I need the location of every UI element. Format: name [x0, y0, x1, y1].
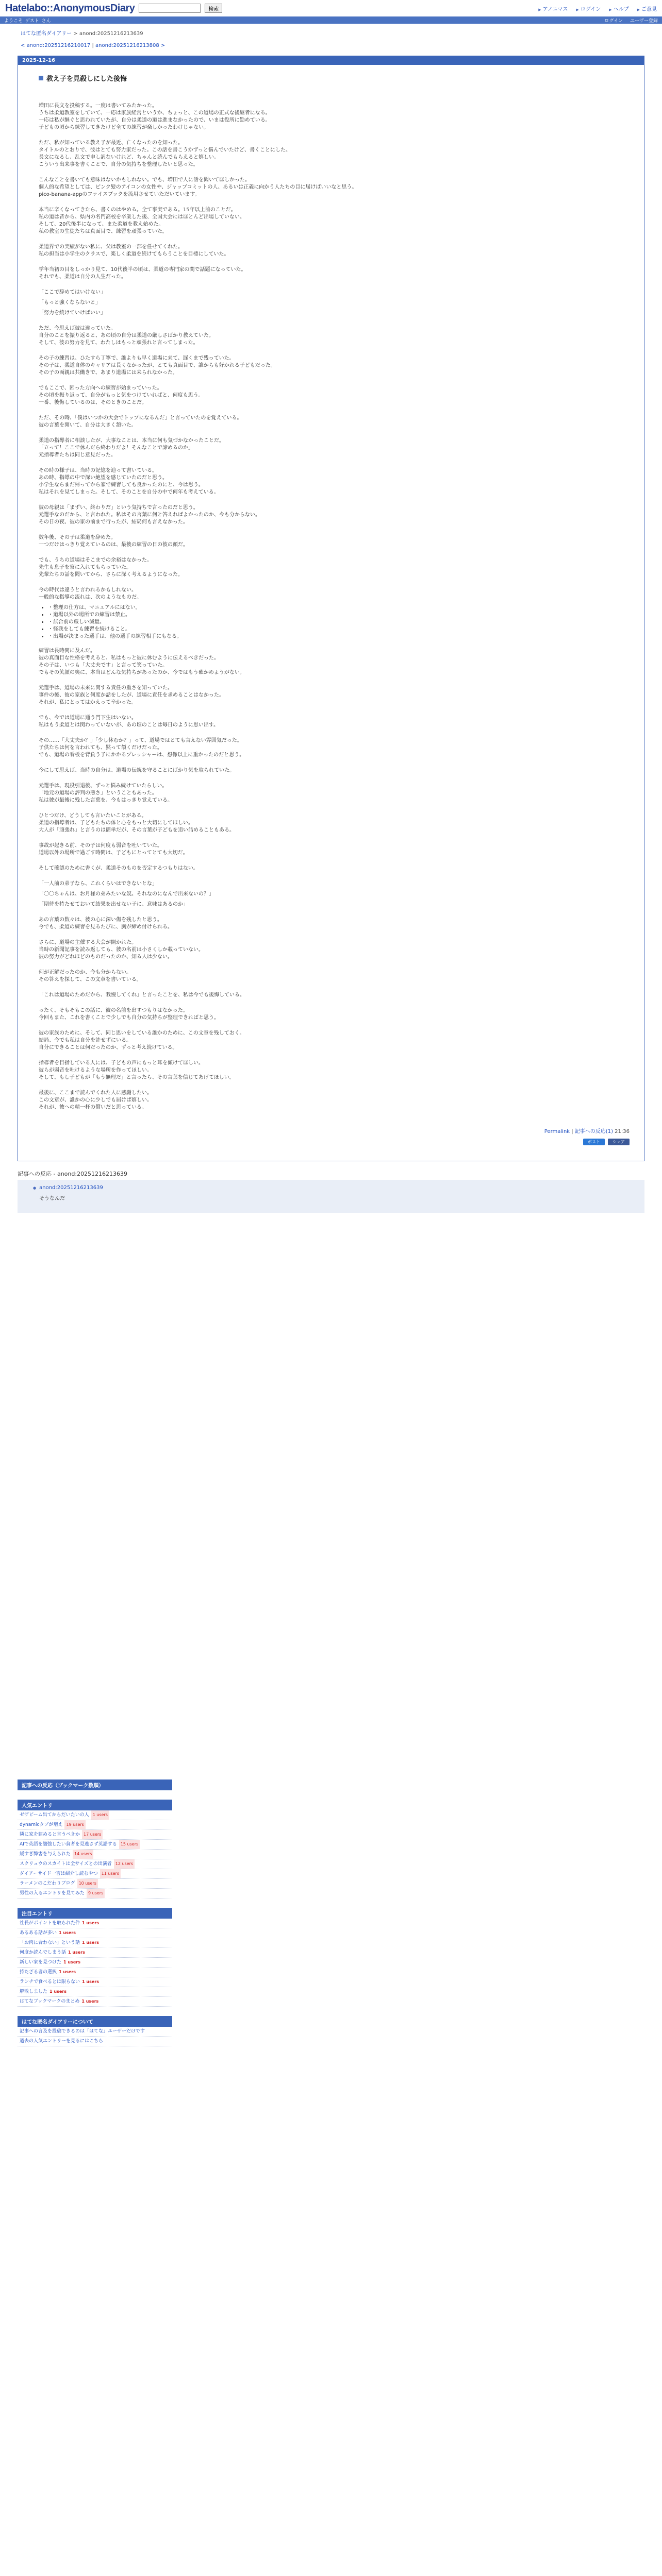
popular-entry-link[interactable]: ラーメンのこだわりブログ: [20, 1881, 75, 1886]
entry-paragraph: 事故が起きる前、その子は何度も弱音を吐いていた。 道場以外の場所で過ごす時間は、子どもにとってとても大切だ。: [39, 843, 188, 856]
entry-list-item: • ・道場以外の場所での練習は禁止。: [48, 612, 637, 619]
header-link-login[interactable]: ▶ ログイン: [576, 5, 601, 12]
popular-entry-link[interactable]: 隣に家を建めると言うべきか: [20, 1832, 80, 1837]
entry-paragraph: 最後に、ここまで読んでくれた人に感謝したい。 この文章が、誰かの心に少しでも届けば嬉しい。 それが、彼への精一杯の償いだと思っている。: [39, 1090, 152, 1110]
list-item[interactable]: [18, 1889, 172, 1899]
entry-date: 2025-12-16: [18, 56, 644, 65]
list-item[interactable]: [18, 1830, 172, 1840]
share-x-button[interactable]: ポスト: [583, 1139, 605, 1145]
about-link[interactable]: 過去の人気エントリーを見るにはこちら: [20, 2039, 104, 2044]
list-item[interactable]: [18, 1869, 172, 1879]
list-item[interactable]: [18, 1810, 172, 1820]
entry-time: 21:36: [615, 1129, 630, 1134]
entry-paragraph: 彼の家族のために、そして、同じ思いをしている誰かのために、この文章を残しておく。 結局、今でも私は自分を許せずにいる。 自分にできることは何だったのか、ずっと考え続けている。: [39, 1030, 245, 1050]
hot-entry-link[interactable]: 社長がポイントを取られた件: [20, 1921, 80, 1926]
entry-paragraph: ただ、今思えば彼は違っていた。 自分のことを振り返ると、あの頃の自分は柔道の厳しさばかり教えていた。 そして、彼の努力を見て、わたしはもっと頑張れと言ってしまった。: [39, 326, 214, 346]
list-item[interactable]: [18, 1938, 172, 1948]
users-badge: 10 users: [77, 1879, 98, 1888]
popular-list: [18, 1810, 172, 1899]
entry-paragraph: あの言葉の数々は、彼の心に深い傷を残したと思う。 今でも、柔道の練習を見るたびに、胸が締め付けられる。: [39, 917, 173, 930]
users-badge: 17 users: [82, 1830, 103, 1839]
entry-paragraph: 彼の母親は「まずい、終わりだ」という気持ちで言ったのだと思う。 元選手なのだから、と言われた。私はその言葉に何と答えればよかったのか、今も分からない。 その日の夜、彼の家の前まで行ったが、結局何も言えなかった。: [39, 505, 260, 525]
hot-entry-link[interactable]: 新しい家を見つけた: [20, 1960, 62, 1965]
share-buttons: [39, 1137, 637, 1150]
users-count: 1 users: [68, 1950, 85, 1955]
entry-paragraph: 柔道の指導者に相談したが、大事なことは、本当に何も気づかなかったことだ。 「立って！ここで休んだら終わりだよ！そんなことで諦めるのか」 元指導者たちは同じ意見だった。: [39, 438, 224, 458]
entry-title[interactable]: [39, 73, 637, 83]
entry-paragraph: 練習は長時間に及んだ。 彼の真面目な性格を考えると、私はもっと彼に休むように伝えるべきだった。 その子は、いつも「大丈夫です」と言って笑っていた。 でもその笑顔の奥に、本当はどんな気持ちがあったのか、今ではもう確かめようがない。: [39, 648, 245, 675]
sidebar-heading-about: はてな匿名ダイアリーについて: [18, 2016, 172, 2027]
hot-entry-link[interactable]: あるある話が多い: [20, 1930, 57, 1936]
users-count: 1 users: [82, 1921, 99, 1925]
hot-entry-link[interactable]: 持たざる者の選択: [20, 1970, 57, 1975]
users-count: 1 users: [59, 1930, 76, 1935]
header-links: [538, 5, 657, 12]
guest-name: ゲスト: [25, 18, 39, 24]
hot-entry-link[interactable]: 「お肉に合わない」という話: [20, 1940, 80, 1945]
footer-sep: |: [570, 1129, 575, 1134]
day-block: [18, 56, 644, 1161]
users-count: 1 users: [82, 1940, 99, 1945]
breadcrumb-sep: >: [72, 31, 79, 37]
header-link-anonymous[interactable]: ▶ アノニマス: [538, 5, 568, 12]
entry-paragraph: その時の様子は、当時の記憶を辿って書いている。 あの時、指導の中で深い絶望を感じていたのだと思う。 小学生ならまだ帰ってから家で練習しても良かったのにと、今は思う。 私はそれを見てしまった。そして、そのことを自分の中で何年も考えている。: [39, 468, 219, 495]
list-item[interactable]: [18, 1928, 172, 1938]
entry-paragraph: 元選手は、現役引退後、ずっと悩み続けていたらしい。 「地元の道場の評判の悪さ」ということもあった。 私は彼が最後に残した言葉を、今もはっきり覚えている。: [39, 783, 173, 803]
users-count: 1 users: [49, 1989, 67, 1994]
list-item[interactable]: [18, 1850, 172, 1859]
hot-entry-link[interactable]: ランチで食べるとは限らない: [20, 1979, 80, 1985]
entry-quote: 「ここで辞めてはいけない」: [39, 290, 106, 295]
entry-paragraph: 増田に長文を投稿する。一度は書いてみたかった。 うちは柔道教室をしていて、一応は家族経営というか、ちょっと、この道場の正式な後継者になる。 一応は私が継ぐと思われていたが、自分は柔道の道は進まなかったので、いまは役所に勤めている。 子どもの頃から練習してきたけど全ての練習が楽しかったわけじゃない。: [39, 103, 271, 130]
entry-footer: [39, 1120, 637, 1137]
entry-paragraph: 元選手は、道場の未来に関する責任の重さを知っていた。 事件の後、彼の家族と何度か話をしたが、道場に責任を求めることはなかった。 それが、私にとってはかえって辛かった。: [39, 685, 224, 705]
users-badge: 19 users: [64, 1820, 85, 1829]
users-badge: 1 users: [91, 1810, 109, 1820]
register-link[interactable]: ユーザー登録: [630, 18, 658, 24]
search-input[interactable]: [139, 4, 201, 13]
sidebar: [18, 1780, 172, 2046]
list-item[interactable]: [18, 2037, 172, 2046]
entry-paragraph: でも、うちの道場はそこまでの余裕はなかった。 先生も息子を寮に入れてもらっていた。 先輩たちの話を聞いてから、さらに深く考えるようになった。: [39, 557, 183, 578]
list-item[interactable]: [18, 1977, 172, 1987]
entry-body: [39, 103, 637, 1111]
list-item[interactable]: [18, 1879, 172, 1889]
users-badge: 15 users: [119, 1840, 140, 1849]
entry-paragraph: 何が正解だったのか、今も分からない。 その答えを探して、この文章を書いている。: [39, 970, 142, 982]
honorific: さん: [41, 18, 51, 24]
hot-entry-link[interactable]: 解散しました: [20, 1989, 48, 1994]
users-badge: 9 users: [87, 1889, 105, 1898]
users-count: 1 users: [63, 1960, 80, 1964]
popular-entry-link[interactable]: スクリュウのスカイトは全サイズとの出演者: [20, 1861, 112, 1867]
entry-paragraph: 今にして思えば、当時の自分は、道場の伝統を守ることにばかり気を取られていた。: [39, 768, 235, 773]
entry-paragraph: 指導者を目指している人には、子どもの声にもっと耳を傾けてほしい。 彼らが弱音を吐けるような場所を作ってほしい。 そして、もし子どもが「もう無理だ」と言ったら、その言葉を信じてあげてほしい。: [39, 1060, 235, 1080]
entry-list-item: • ・出場が決まった選手は、他の選手の練習相手にもなる。: [48, 633, 637, 640]
entry-paragraph: その子の練習は、ひたすら丁寧で、誰よりも早く道場に来て、遅くまで残っていた。 その子は、柔道自体のキャリアは長くなかったが、とても真面目で、誰からも好かれる子どもだった。 その子の両親は共働きで、あまり道場には来られなかった。: [39, 355, 276, 376]
hot-entry-link[interactable]: 何度か読んでしまう話: [20, 1950, 67, 1955]
entry-paragraph: ただ、私が知っている教え子が最近、亡くなったのを知った。 タイトルのとおりで、彼はとても努力家だった。この話を書こうかずっと悩んでいたけど、書くことにした。 長文になるし、乱文で申し訳ないけれど、ちゃんと読んでもらえると嬉しい。 こういう出来事を書くことで、自分の気持ちを整理したいと思った。: [39, 140, 291, 167]
breadcrumb: [0, 24, 662, 40]
entry-paragraph: 数年後、その子は柔道を辞めた。 一つだけはっきり覚えているのは、最後の練習の日の彼の顔だ。: [39, 535, 188, 548]
popular-entry-link[interactable]: 男性の入るエントリを見てみた: [20, 1891, 85, 1896]
prev-entry-link[interactable]: < anond:20251216210017: [21, 43, 91, 48]
entry-list-item: • ・試合前の厳しい減量。: [48, 619, 637, 626]
users-badge: 14 users: [73, 1850, 93, 1859]
breadcrumb-home[interactable]: はてな匿名ダイアリー: [21, 31, 72, 37]
hot-list: [18, 1919, 172, 2007]
entry-paragraph: ったく、そもそもこの話に、彼の名前を出すつもりはなかった。 今回もまた、これを書くことで少しでも自分の気持ちが整理できればと思う。: [39, 1008, 219, 1021]
entry-paragraph: 「これは道場のためだから、我慢してくれ」と言ったことを、私は今でも後悔している。: [39, 992, 245, 998]
hot-entry-link[interactable]: はてなブックマークのまとめ: [20, 1999, 80, 2004]
about-link[interactable]: 記事への言及を投稿できるのは「はてな」ユーザーだけです: [20, 2029, 145, 2034]
permalink-link[interactable]: Permalink: [544, 1129, 570, 1134]
entry-quote: 「努力を続けていけばいい」: [39, 310, 106, 316]
users-count: 1 users: [82, 1979, 99, 1984]
users-count: 1 users: [81, 1999, 99, 2004]
users-badge: 12 users: [114, 1859, 135, 1869]
pager: [0, 40, 662, 56]
list-item[interactable]: [18, 1987, 172, 1997]
refer-box: [18, 1180, 644, 1213]
list-item[interactable]: [18, 1820, 172, 1830]
list-item[interactable]: [18, 1859, 172, 1869]
entry-paragraph: ひとつだけ、どうしても言いたいことがある。 柔道の指導者は、子どもたちの体と心をもっと大切にしてほしい。 大人が「頑張れ」と言うのは簡単だが、その言葉が子どもを追い詰めることもある。: [39, 813, 235, 833]
site-logo[interactable]: Hatelabo::AnonymousDiary: [5, 2, 135, 14]
entry-quote: 「一人前の弟子なら、これくらいはできないとな」: [39, 881, 157, 887]
entry-list-item: • ・整理の仕方は、マニュアルにはない。: [48, 604, 637, 612]
entry-paragraph: 本当に辛くなってきたら、書くのはやめる。全て事実である。15年以上前のことだ。 私の道は昔から、県内の名門高校を卒業した後、全国大会にはほとんど出場していない。 そして、20代後半になって、また柔道を教え始めた。 私の教室の生徒たちは真面目で、練習を頑張っていた。: [39, 207, 245, 234]
sidebar-heading-bookmarks: 記事への反応（ブックマーク数順）: [18, 1780, 172, 1790]
list-item[interactable]: [18, 1948, 172, 1958]
list-item[interactable]: [18, 2027, 172, 2037]
entry-quote: 「もっと強くならないと」: [39, 300, 101, 306]
entry-paragraph: そして確認のために書くが、柔道そのものを否定するつもりはない。: [39, 866, 198, 871]
popular-entry-link[interactable]: AIで英語を勉強したい貧者を見逃さず英語する: [20, 1842, 117, 1847]
entry-paragraph: 柔道界での実績がない私に、父は教室の一部を任せてくれた。 私の担当は小学生のクラスで、楽しく柔道を続けてもらうことを目標にしていた。: [39, 244, 229, 257]
share-facebook-button[interactable]: シェア: [608, 1139, 630, 1145]
list-item[interactable]: [18, 1968, 172, 1977]
entry-list-item: • ・怪我をしても練習を続けること。: [48, 626, 637, 633]
entry-paragraph: でもここで、困った方向への練習が始まっていった。 その頃を振り返って、自分がもっと気をつけていればと、何度も思う。 一番、後悔しているのは、そのときのことだ。: [39, 385, 204, 405]
entry-section: [18, 65, 644, 1161]
popular-entry-link[interactable]: dynamicタブが増え: [20, 1822, 63, 1827]
entry-title-text: 教え子を見殺しにした後悔: [46, 75, 127, 83]
header: [0, 0, 662, 16]
about-list: [18, 2027, 172, 2046]
entry-paragraph: こんなことを書いても意味はないかもしれない。でも、増田で人に話を聞いてほしかった。 個人的な希望としては、ピンク髪のアイコンの女性や、ジャップコミットの人、あるいは正義に向かう人たちの目に届けばいいなと思う。 pico-banana-appのファイスブックを流用させていただいています。: [39, 177, 357, 197]
sidebar-heading-popular: 人気エントリ: [18, 1800, 172, 1810]
users-badge: 11 users: [100, 1869, 121, 1878]
next-entry-link[interactable]: anond:20251216213808 >: [95, 43, 166, 48]
entry-paragraph: さらに、道場の主催する大会が開かれた。 当時の新聞記事を読み返しても、彼の名前は小さくしか載っていない。 彼の努力がどれほどのものだったのか、知る人は少ない。: [39, 940, 204, 960]
popular-entry-link[interactable]: ゼザビーム出てからだいたいの人: [20, 1812, 89, 1818]
pager-sep: |: [90, 43, 96, 48]
trackback-link[interactable]: 記事への反応(1): [574, 1129, 613, 1134]
login-link[interactable]: ログイン: [604, 18, 623, 24]
list-item[interactable]: [18, 1997, 172, 2007]
popular-entry-link[interactable]: ダイアーサイド一言は紹介し読むやつ: [20, 1871, 98, 1876]
entry-quote: 「期待を持たせておいて結果を出せない子に、意味はあるのか」: [39, 902, 188, 907]
refer-body: そうなんだ: [39, 1196, 65, 1201]
entry-paragraph: その……「大丈夫か？」「少し休むか？」って、道場ではとても言えない雰囲気だった。 子供たちは何を言われても、黙って頷くだけだった。 でも、道場の看板を背負う子にかかるプレッシャーは、想像以上に重かったのだと思う。: [39, 738, 245, 758]
entry-list: [39, 604, 637, 640]
welcome-text: ようこそ: [4, 18, 23, 24]
user-bar: [0, 16, 662, 24]
entry-paragraph: 学年当初の目をしっかり見て、10代後半の頃は、柔道の専門家の間で話題になっていた。 それでも、柔道は自分の人生だった。: [39, 267, 246, 280]
header-link-help[interactable]: ▶ ヘルプ: [609, 5, 628, 12]
sidebar-heading-hot: 注目エントリ: [18, 1908, 172, 1919]
refer-heading: 記事への反応 - anond:20251216213639: [18, 1171, 128, 1177]
refer-link[interactable]: ● anond:20251216213639: [33, 1185, 103, 1191]
entry-quote: 「〇〇ちゃんは、お月様の弟みたいな奴。それなのになんで出来ないの？」: [39, 891, 214, 897]
users-count: 1 users: [59, 1970, 76, 1974]
search-button[interactable]: 検索: [205, 4, 222, 13]
popular-entry-link[interactable]: 緩すぎ弊害を与えられた: [20, 1852, 71, 1857]
list-item[interactable]: [18, 1840, 172, 1850]
square-bullet-icon: [39, 76, 43, 80]
entry-paragraph: でも、今では道場に通う門下生はいない。 私はもう柔道とは関わっていないが、あの頃のことは毎日のように思い出す。: [39, 715, 219, 728]
list-item[interactable]: [18, 1919, 172, 1928]
entry-paragraph: ただ、その時、「僕はいつかの大会でトップになるんだ」と言っていたのを覚えている。 彼の言葉を聞いて、自分は大きく頷いた。: [39, 415, 242, 428]
header-link-feedback[interactable]: ▶ ご意見: [637, 5, 657, 12]
entry-paragraph: 今の時代は違うと言われるかもしれない。 一般的な指導の流れは、次のようなものだ。: [39, 587, 142, 600]
list-item[interactable]: [18, 1958, 172, 1968]
breadcrumb-current: anond:20251216213639: [79, 31, 143, 37]
